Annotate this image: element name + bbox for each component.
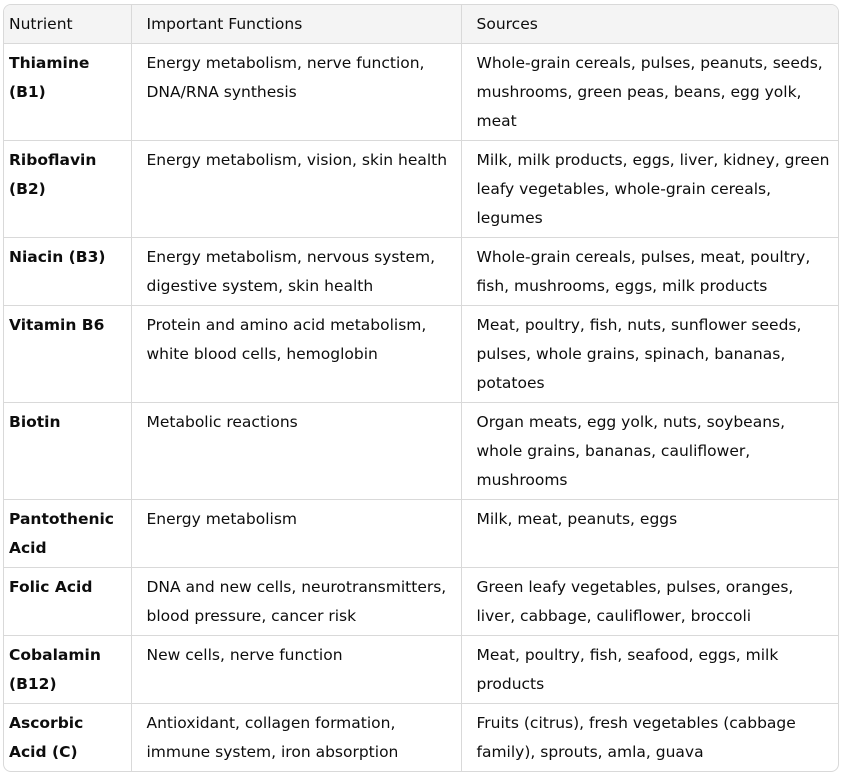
table-row — [4, 500, 838, 568]
sources-cell: Meat, poultry, fish, nuts, sunflower seeds, pulses, whole grains, spinach, bananas, potatoes — [461, 306, 838, 403]
sources-cell: Organ meats, egg yolk, nuts, soybeans, whole grains, bananas, cauliflower, mushrooms — [461, 403, 838, 500]
functions-cell: Energy metabolism, nervous system, digestive system, skin health — [131, 238, 461, 306]
sources-cell: Green leafy vegetables, pulses, oranges, liver, cabbage, cauliflower, broccoli — [461, 568, 838, 636]
table-row — [4, 44, 838, 141]
nutrient-table-container — [3, 4, 839, 772]
table-header-row — [4, 5, 838, 44]
table-row — [4, 636, 838, 704]
sources-cell: Meat, poultry, fish, seafood, eggs, milk products — [461, 636, 838, 704]
sources-cell: Fruits (citrus), fresh vegetables (cabbage family), sprouts, amla, guava — [476, 714, 796, 761]
nutrient-cell: Vitamin B6 — [4, 306, 131, 403]
nutrient-cell: Riboflavin (B2) — [4, 141, 131, 238]
table-row — [4, 568, 838, 636]
functions-cell: Energy metabolism, nerve function, DNA/RNA synthesis — [131, 44, 461, 141]
functions-cell: Energy metabolism, vision, skin health — [131, 141, 461, 238]
nutrient-cell: Cobalamin (B12) — [4, 636, 131, 704]
nutrient-cell: Niacin (B3) — [4, 238, 131, 306]
nutrient-cell: Folic Acid — [4, 568, 131, 636]
table-row — [4, 238, 838, 306]
nutrient-cell: Pantothenic Acid — [4, 500, 131, 568]
table-row — [4, 403, 838, 500]
header-important-functions: Important Functions — [131, 5, 461, 44]
nutrient-table — [4, 5, 838, 771]
nutrient-cell: Biotin — [4, 403, 131, 500]
table-row — [4, 704, 838, 772]
functions-cell: Antioxidant, collagen formation, immune system, iron absorption — [131, 704, 461, 772]
sources-cell: Milk, milk products, eggs, liver, kidney, green leafy vegetables, whole-grain cereals, legumes — [461, 141, 838, 238]
functions-cell: DNA and new cells, neurotransmitters, blood pressure, cancer risk — [131, 568, 461, 636]
header-sources: Sources — [461, 5, 838, 44]
table-row — [4, 306, 838, 403]
sources-cell: Whole-grain cereals, pulses, meat, poultry, fish, mushrooms, eggs, milk products — [461, 238, 838, 306]
nutrient-cell: Ascorbic Acid (C) — [4, 704, 131, 772]
header-nutrient: Nutrient — [4, 5, 131, 44]
functions-cell: Metabolic reactions — [131, 403, 461, 500]
functions-cell: Protein and amino acid metabolism, white blood cells, hemoglobin — [131, 306, 461, 403]
functions-cell: New cells, nerve function — [131, 636, 461, 704]
sources-cell: Milk, meat, peanuts, eggs — [461, 500, 838, 568]
sources-cell: Whole-grain cereals, pulses, peanuts, seeds, mushrooms, green peas, beans, egg yolk, meat — [461, 44, 838, 141]
nutrient-cell: Thiamine (B1) — [4, 44, 131, 141]
table-row — [4, 141, 838, 238]
functions-cell: Energy metabolism — [131, 500, 461, 568]
